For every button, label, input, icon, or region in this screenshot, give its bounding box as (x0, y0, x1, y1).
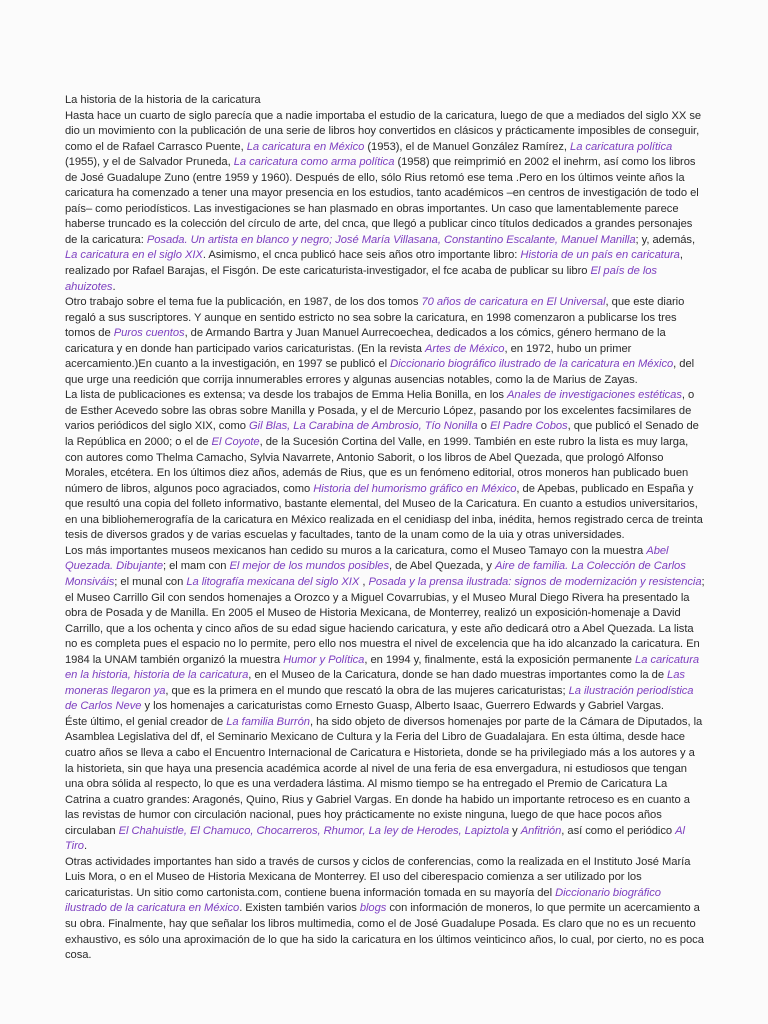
title-link[interactable]: Puros cuentos (113, 327, 185, 340)
title-link[interactable]: Posada y la prensa ilustrada: signos de modernización y resistencia (368, 575, 702, 588)
paragraph-text: ; el munal con (114, 575, 187, 588)
title-link[interactable]: 70 años de caricatura en El Universal (421, 296, 606, 309)
title-link[interactable]: La litografía mexicana del siglo XIX (186, 575, 360, 588)
title-link[interactable]: El mejor de los mundos posibles (229, 560, 390, 573)
paragraph-text: , del que urge una reedición que corrija innumerables errores y algunas ausencias notables, como la de Marius de Zayas. (65, 358, 695, 386)
paragraph-text: , de la Sucesión Cortina del Valle, en 1999. También en este rubro la lista es muy larga, con autores como Thelma Camacho, Sylvia Navarrete, Antonio Saborit, o los libros de Abel Quezada, que prologó Alfonso Morales, etcétera. En los últimos diez años, además de Rius, que es un fenómeno editorial, otros moneros han publicado buen número de libros, algunos poco agraciados, como (65, 436, 689, 495)
paragraph-text: Los más importantes museos mexicanos han cedido su muros a la caricatura, como el Museo Tamayo con la muestra (65, 544, 647, 557)
title-link[interactable]: La caricatura política (570, 140, 673, 153)
paragraph (65, 544, 705, 715)
title-link[interactable]: Anfitrión (520, 824, 562, 837)
title-link[interactable]: La familia Burrón (226, 715, 310, 728)
paragraph-text: ; el Museo Carrillo Gil con sendos homenajes a Orozco y a Miguel Covarrubias, y el Museo Mural Diego Rivera ha presentado la obra de Posada y de Manilla. En 2005 el Museo de Historia Mexicana, de Monterrey, realizó un exposición-homenaje a David Carrillo, que a los ochenta y cinco años de su edad sigue haciendo caricatura, y este año dedicará otro a Abel Quezada. La lista no es completa pues el espacio no lo permite, pero ello nos muestra el nivel de excelencia que ha ido alcanzado la caricatura. En 1984 la UNAM también organizó la muestra (65, 575, 705, 666)
paragraph-text: , que este diario regaló a sus suscriptores. Y aunque en sentido estricto no sea sobre la caricatura, en 1998 comenzaron a publicarse los tres tomos de (65, 296, 685, 340)
paragraph-text: , de Armando Bartra y Juan Manuel Aurrecoechea, dedicados a los cómics, género hermano de la caricatura y en donde han participado varios caricaturistas. (En la revista (65, 327, 666, 355)
paragraph-text: , que es la primera en el mundo que rescató la obra de las mujeres caricaturistas; (165, 684, 569, 697)
title-link[interactable]: La caricatura en México (246, 140, 365, 153)
title-link[interactable]: Al Tiro (65, 824, 685, 853)
paragraph-text: , en 1994 y, finalmente, está la exposición permanente (364, 653, 636, 666)
document-paragraphs (65, 109, 705, 964)
title-link[interactable]: La caricatura en el siglo XIX (65, 249, 203, 262)
paragraph-text: o (477, 420, 490, 433)
paragraph-text: , que publicó el Senado de la República en 2000; o el de (65, 420, 699, 449)
paragraph-text: ; y, además, (635, 233, 696, 246)
paragraph-text: . (83, 840, 88, 853)
paragraph-text: , realizado por Rafael Barajas, el Fisgón. De este caricaturista-investigador, el fce acaba de publicar su libro (65, 249, 683, 278)
paragraph (65, 715, 705, 855)
title-link[interactable]: Diccionario biográfico ilustrado de la caricatura en México (390, 358, 674, 371)
title-link[interactable]: Las moneras llegaron ya (65, 669, 685, 697)
title-link[interactable]: Diccionario biográfico ilustrado de la caricatura en México (65, 886, 661, 915)
paragraph-text: , o de Esther Acevedo sobre las obras sobre Manilla y Posada, y el de Mercurio López, pasando por los excelentes facsimilares de varios periódicos del siglo XIX, como (65, 389, 695, 433)
title-link[interactable]: La ilustración periodística de Carlos Neve (65, 684, 694, 713)
paragraph-text: Éste último, el genial creador de (65, 715, 227, 728)
paragraph-text: Otro trabajo sobre el tema fue la publicación, en 1987, de los dos tomos (65, 296, 422, 309)
paragraph-text: , (359, 575, 369, 588)
title-link[interactable]: Anales de investigaciones estéticas (507, 389, 682, 402)
paragraph-text: ; el mam con (163, 560, 230, 573)
paragraph (65, 109, 705, 296)
paragraph-text: , así como el periódico (561, 824, 676, 837)
paragraph-text: , en 1972, hubo un primer acercamiento.)En cuanto a la investigación, en 1997 se publicó el (65, 342, 632, 371)
title-link[interactable]: Gil Blas, La Carabina de Ambrosio, Tío Nonilla (249, 420, 478, 433)
title-link[interactable]: Humor y Política (283, 653, 365, 666)
document-body (65, 93, 705, 964)
paragraph-text: , en el Museo de la Caricatura, donde se han dado muestras importantes como la de (248, 669, 668, 682)
paragraph-text: con información de moneros, lo que permite un acercamiento a su obra. Finalmente, hay que señalar los libros multimedia, como el de José Guadalupe Posada. Es claro que no es un recuento exhaustivo, es sólo una aproximación de lo que ha sido la caricatura en los últimos veinticinco años, lo cual, por cierto, no es poca cosa. (65, 902, 704, 962)
title-link[interactable]: Historia del humorismo gráfico en México (313, 482, 517, 495)
paragraph-text: (1958) que reimprimió en 2002 el inehrm, así como los libros de José Guadalupe Zuno (entre 1959 y 1960). Después de ello, sólo Rius retomó ese tema .Pero en los últimos veinte años la caricatura ha comenzado a tener una mayor presencia en los estudios, tanto académicos –en centros de investigación de todo el país– como periodísticos. Las investigaciones se han plasmado en obras importantes. Un caso que lamentablemente parece haberse truncado es la colección del círculo de arte, del cnca, que llegó a publicar cinco títulos dedicados a grandes personajes de la caricatura: (65, 156, 699, 246)
paragraph-text: , ha sido objeto de diversos homenajes por parte de la Cámara de Diputados, la Asamblea Legislativa del df, el Seminario Mexicano de Cultura y la Feria del Libro de Guadalajara. En esta última, desde hace cuatro años se lleva a cabo el Encuentro Internacional de Caricatura e Historieta, donde se ha privilegiado más a los autores y a la historieta, sin que haya una presencia académica acorde al nivel de una feria de esa envergadura, ni estudiosos que tengan una obra sólida al respecto, lo que es una verdadera lástima. Al mismo tiempo se ha entregado el Premio de Caricatura La Catrina a cuatro grandes: Aragonés, Quino, Rius y Gabriel Vargas. En donde ha habido un importante retroceso es en cuanto a las revistas de humor con circulación nacional, pues hoy prácticamente no existe ninguna, luego de que hace pocos años circulaban (65, 715, 703, 837)
paragraph-text: . Asimismo, el cnca publicó hace seis años otro importante libro: (202, 249, 521, 262)
title-link[interactable]: La caricatura en la historia, historia de la caricatura (65, 653, 700, 682)
title-link[interactable]: El Padre Cobos (489, 420, 568, 433)
title-link[interactable]: El Chahuistle, El Chamuco, Chocarreros, Rhumor, La ley de Herodes, Lapiztola (118, 824, 510, 837)
paragraph-text: , de Abel Quezada, y (389, 560, 495, 573)
paragraph-text: (1953), el de Manuel González Ramírez, (364, 140, 571, 153)
title-link[interactable]: blogs (359, 902, 387, 915)
paragraph-text: y (509, 824, 521, 837)
paragraph-text: La lista de publicaciones es extensa; va desde los trabajos de Emma Helia Bonilla, en los (65, 389, 508, 402)
paragraph-text: . Existen también varios (239, 902, 360, 915)
title-link[interactable]: Artes de México (424, 342, 505, 355)
title-link[interactable]: Posada. Un artista en blanco y negro; José María Villasana, Constantino Escalante, Manuel Manilla (146, 233, 636, 246)
document-title: La historia de la historia de la caricatura (65, 94, 261, 106)
paragraph-text: Otras actividades importantes han sido a través de cursos y ciclos de conferencias, como la realizada en el Instituto José María Luis Mora, o en el Museo de Historia Mexicana de Monterrey. El uso del ciberespacio comienza a ser utilizado por los caricaturistas. Un sitio como cartonista.com, contiene buena información tomada en su mayoría del (65, 855, 691, 899)
paragraph-text: y los homenajes a caricaturistas como Ernesto Guasp, Alberto Isaac, Guerrero Edwards y Gabriel Vargas. (141, 700, 664, 713)
paragraph (65, 295, 705, 388)
paragraph-text: Hasta hace un cuarto de siglo parecía que a nadie importaba el estudio de la caricatura, luego de que a mediados del siglo XX se dio un movimiento con la publicación de una serie de libros hoy convertidos en clásicos y prácticamente imposibles de conseguir, como el de Rafael Carrasco Puente, (65, 109, 702, 153)
paragraph-text: (1955), y el de Salvador Pruneda, (65, 156, 234, 169)
paragraph (65, 855, 705, 964)
title-link[interactable]: El Coyote (211, 436, 260, 449)
paragraph (65, 388, 705, 543)
title-link[interactable]: Aire de familia. La Colección de Carlos Monsiváis (65, 560, 686, 588)
title-link[interactable]: El país de los ahuizotes (65, 265, 657, 293)
title-link[interactable]: Abel Quezada. Dibujante (65, 544, 669, 573)
paragraph-text: . (112, 280, 116, 293)
title-link[interactable]: La caricatura como arma política (233, 156, 395, 169)
paragraph-text: , de Apebas, publicado en España y que resultó una copia del folleto informativo, bastante elemental, del Museo de la Caricatura. En cuanto a estudios universitarios, en una bibliohemerografía de la caricatura en México realizada en el cenidiasp del inba, inédita, hemos registrado cerca de treinta tesis de diversos grados y de varias escuelas y facultades, tanto de la unam como de la uia y otras universidades. (65, 482, 703, 542)
title-link[interactable]: Historia de un país en caricatura (520, 249, 680, 262)
